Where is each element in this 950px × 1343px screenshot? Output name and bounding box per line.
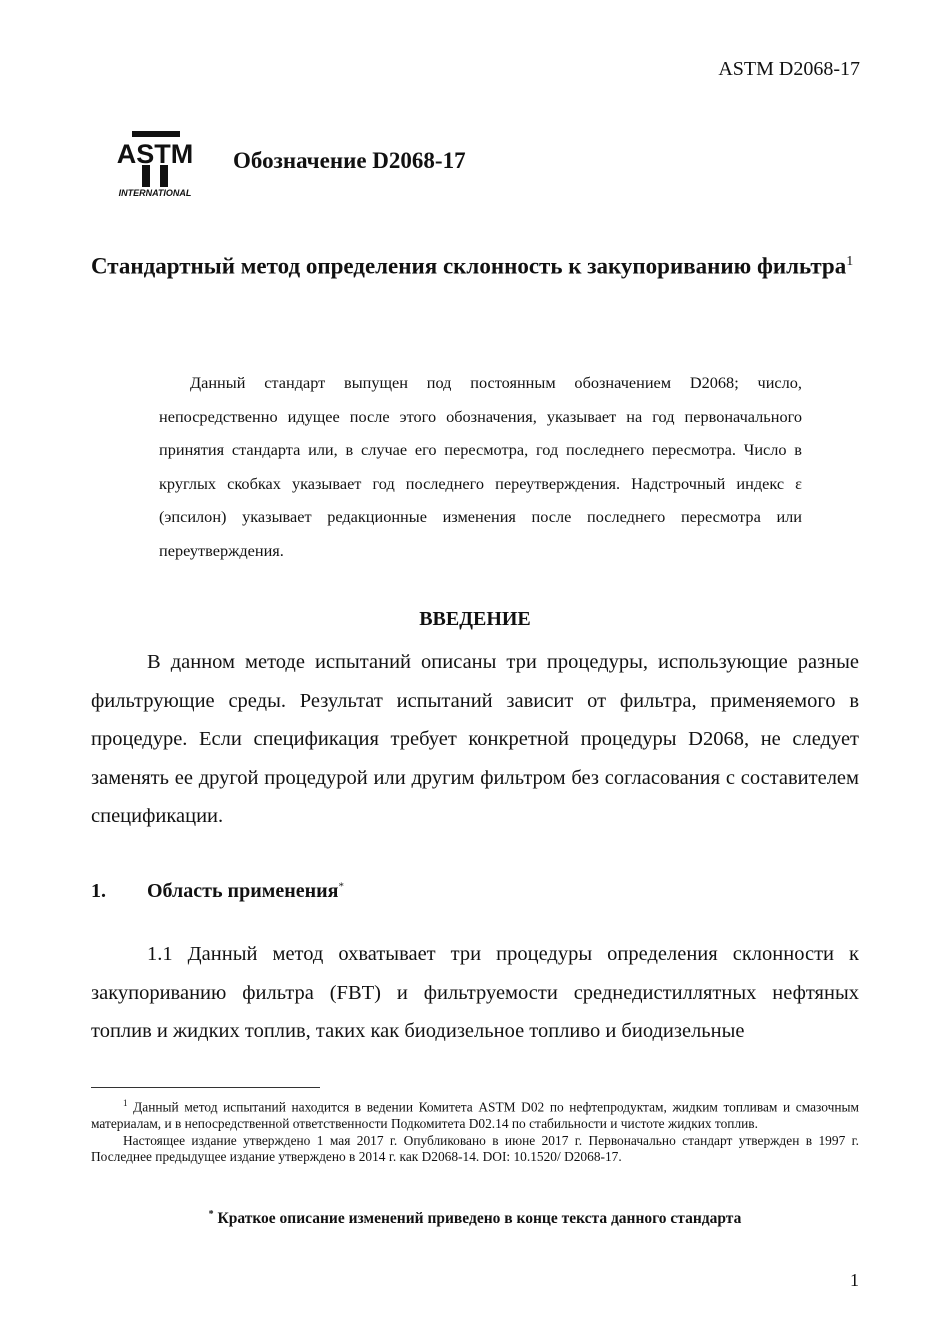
page-number: 1 [850, 1270, 859, 1290]
designation: Обозначение D2068-17 [233, 148, 466, 173]
svg-text:ASTM: ASTM [116, 139, 194, 169]
footnotes [91, 1095, 859, 1166]
astm-logo [112, 127, 196, 199]
introduction-text: В данном методе испытаний описаны три процедуры, использующие разные фильтрующие среды. Результат испытаний зависит от фильтра, применяемого в процедуре. Если спецификация требует конкретной процедуры D2068, не следует заменять ее другой процедурой или другим фильтром без согласования с составителем спецификации. [91, 651, 859, 827]
change-summary-note: * Краткое описание изменений приведено в конце текста данного стандарта [208, 1209, 742, 1228]
introduction-heading: ВВЕДЕНИЕ [419, 608, 531, 630]
standard-notice: Данный стандарт выпущен под постоянным обозначением D2068; число, непосредственно идущее после этого обозначения, указывает на год первоначального принятия стандарта или, в случае его пересмотра, год последнего пересмотра. Число в круглых скобках указывает год последнего переутверждения. Надстрочный индекс ε (эпсилон) указывает редакционные изменения после последнего пересмотра или переутверждения. [159, 373, 802, 560]
footnote-1: $^1$ Данный метод испытаний находится в ведении Комитета ASTM D02 по нефтепродуктам, жидким топливам и смазочным материалам, и в непосредственной ответственности Подкомитета D02.14 по стабильности и чистоте жидких топлив. [91, 1098, 859, 1132]
footnote-2: Настоящее издание утверждено 1 мая 2017 г. Опубликовано в июне 2017 г. Первоначально стандарт утвержден в 1997 г. Последнее предыдущее издание утверждено в 2014 г. как D2068-14. DOI: 10.1520/ D2068-17. [91, 1132, 859, 1165]
title-footnote-mark: 1 [846, 254, 854, 269]
svg-text:INTERNATIONAL: INTERNATIONAL [118, 188, 192, 198]
footnote-separator [91, 1087, 320, 1088]
section-1-heading: 1. Область применения* [91, 880, 344, 902]
document-code: ASTM D2068-17 [718, 58, 860, 80]
document-title: Стандартный метод определения склонность к закупориванию фильтра$^1$ [91, 253, 854, 279]
paragraph-1-1: 1.1 Данный метод охватывает три процедуры определения склонности к закупориванию фильтра (FBT) и фильтруемости среднедистиллятных нефтяных топлив и жидких топлив, таких как биодизельное топливо и биодизельные [91, 943, 859, 1042]
